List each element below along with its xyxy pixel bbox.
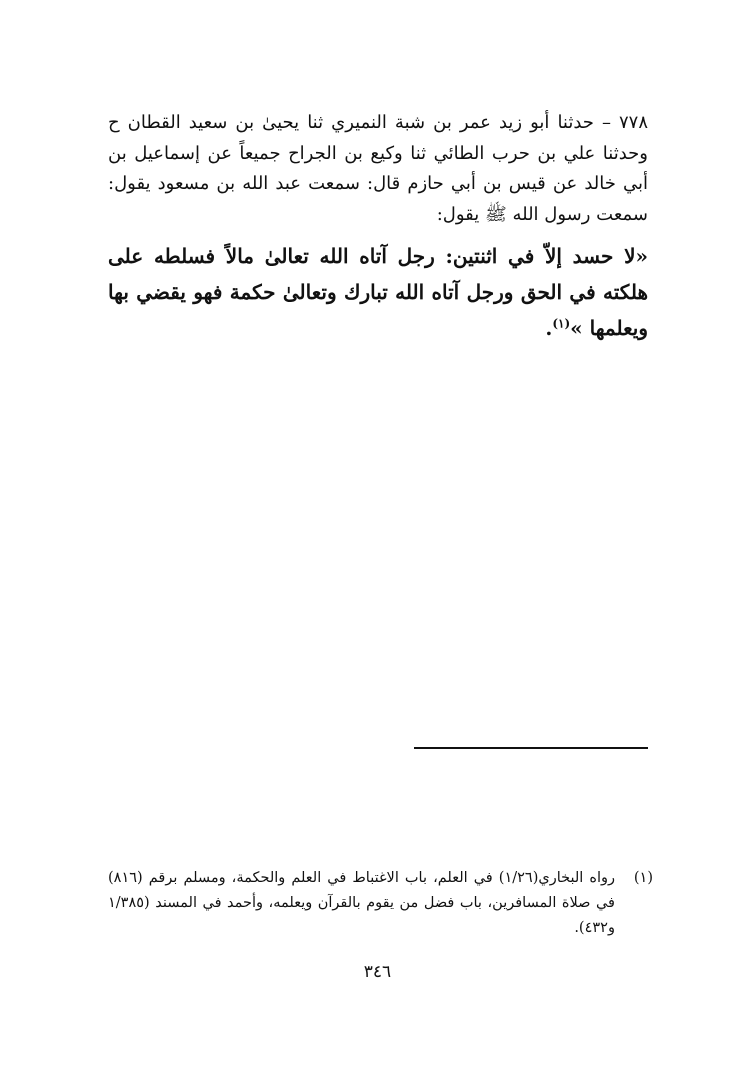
hadith-entry [108,108,648,346]
hadith-text-block [108,238,648,346]
footnote-text: رواه البخاري(١/٢٦) في العلم، باب الاغتباط في العلم والحكمة، ومسلم برقم (٨١٦) في صلاة المسافرين، باب فضل من يقوم بالقرآن ويعلمه، وأحمد في المسند (١/٣٨٥ و٤٣٢). [108,870,615,936]
hadith-chain-text: ٧٧٨ – حدثنا أبو زيد عمر بن شبة النميري ثنا يحيىٰ بن سعيد القطان ح وحدثنا علي بن حرب الطائي ثنا وكيع بن الجراح جميعاً عن إسماعيل بن أبي خالد عن قيس بن أبي حازم قال: سمعت عبد الله بن مسعود يقول: سمعت رسول الله ﷺ يقول: [108,112,648,225]
footnote-number: (١) [633,870,653,886]
footnote-marker: (١) [552,316,571,331]
page-number: ٣٤٦ [363,962,392,982]
end-punctuation: . [545,316,553,340]
hadith-text: «لا حسد إلاّ في اثنتين: رجل آتاه الله تعالىٰ مالاً فسلطه على هلكته في الحق ورجل آتاه الله تبارك وتعالىٰ حكمة فهو يقضي بها ويعلمها » [108,244,648,340]
footnote [108,866,653,941]
footnote-separator-rule [414,747,648,749]
